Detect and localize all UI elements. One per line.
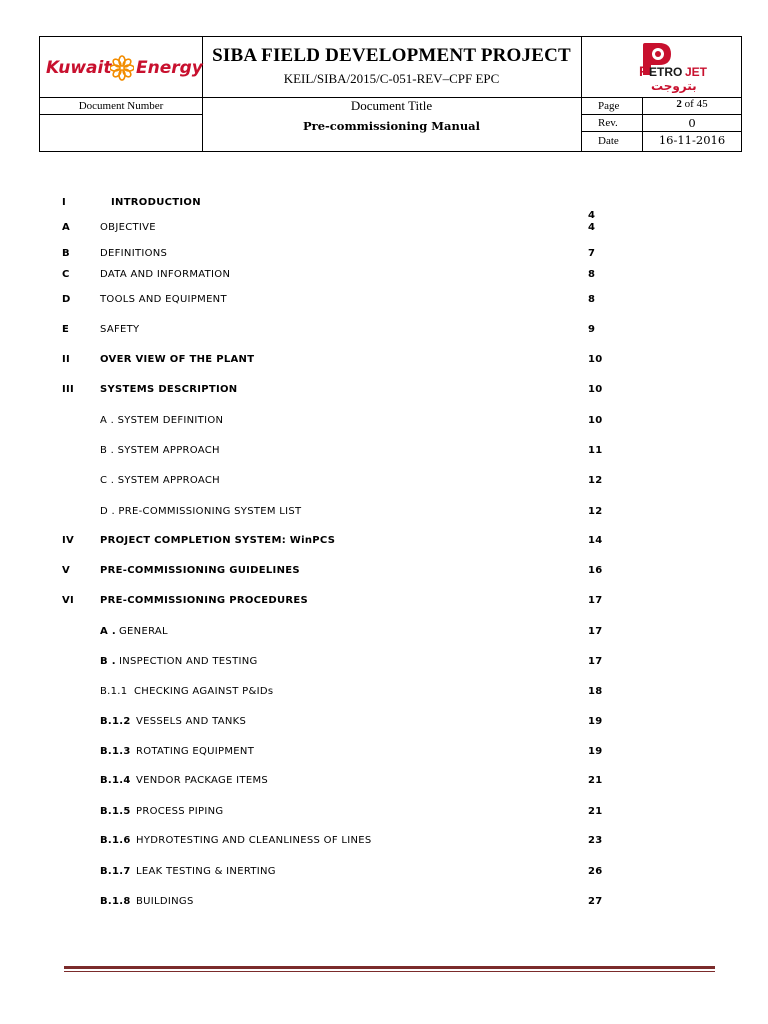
toc-page: 10 (588, 354, 603, 365)
toc-title: DEFINITIONS (100, 248, 168, 259)
toc-title: B . SYSTEM APPROACH (100, 445, 220, 456)
toc-row (0, 595, 768, 609)
toc-page: 4 (588, 210, 596, 221)
toc-row (0, 896, 768, 910)
toc-page: 12 (588, 506, 603, 517)
footer-rule (64, 966, 715, 969)
toc-title: DATA AND INFORMATION (100, 269, 231, 280)
date-value: 16-11-2016 (658, 133, 726, 147)
toc-number: V (62, 565, 71, 576)
toc-row (0, 686, 768, 700)
toc-number: IV (62, 535, 75, 546)
toc-prefix: B.1.4 (100, 775, 131, 786)
toc-row (0, 197, 768, 221)
toc-page: 21 (588, 775, 603, 786)
toc-number: C (62, 269, 70, 280)
toc-title: INSPECTION AND TESTING (119, 656, 258, 667)
toc-page: 12 (588, 475, 603, 486)
toc-row (0, 656, 768, 670)
toc-row (0, 626, 768, 640)
toc-number: II (62, 354, 71, 365)
toc-row (0, 294, 768, 308)
toc-page: 18 (588, 686, 603, 697)
toc-row (0, 445, 768, 459)
toc-page: 16 (588, 565, 603, 576)
date-label: Date (598, 135, 619, 147)
toc-page: 21 (588, 806, 603, 817)
toc-page: 9 (588, 324, 596, 335)
toc-title: ROTATING EQUIPMENT (136, 746, 255, 757)
toc-number: D (62, 294, 71, 305)
toc-row (0, 806, 768, 820)
petrojet-text-jet: JET (685, 65, 708, 79)
toc-row (0, 565, 768, 579)
toc-page: 4 (588, 222, 596, 233)
document-number-label: Document Number (78, 100, 164, 112)
toc-page: 27 (588, 896, 603, 907)
toc-page: 10 (588, 415, 603, 426)
toc-prefix: B.1.8 (100, 896, 131, 907)
toc-row (0, 716, 768, 730)
toc-page: 14 (588, 535, 603, 546)
toc-title: PRE-COMMISSIONING PROCEDURES (100, 595, 309, 606)
toc-row (0, 415, 768, 429)
toc-title: BUILDINGS (136, 896, 194, 907)
toc-page: 17 (588, 626, 603, 637)
toc-row (0, 248, 768, 262)
toc-row (0, 775, 768, 789)
rev-label: Rev. (598, 117, 618, 129)
toc-row (0, 506, 768, 520)
toc-number: III (62, 384, 75, 395)
toc-page: 23 (588, 835, 603, 846)
toc-row (0, 269, 768, 283)
toc-row (0, 384, 768, 398)
toc-row (0, 835, 768, 849)
toc-page: 8 (588, 269, 596, 280)
petrojet-text-etro: ETRO (649, 65, 683, 79)
toc-title: PRE-COMMISSIONING GUIDELINES (100, 565, 300, 576)
toc-title: OVER VIEW OF THE PLANT (100, 354, 255, 365)
toc-prefix: B.1.2 (100, 716, 131, 727)
toc-page: 17 (588, 595, 603, 606)
toc-number: E (62, 324, 70, 335)
page-current: 2 (676, 98, 682, 110)
toc-number: VI (62, 595, 75, 606)
toc-page: 19 (588, 716, 603, 727)
toc-row (0, 746, 768, 760)
toc-title: SAFETY (100, 324, 140, 335)
logo-text-energy: Energy (136, 58, 203, 78)
toc-prefix: B.1.6 (100, 835, 131, 846)
toc-number: I (62, 197, 67, 208)
toc-prefix: B . (100, 656, 116, 667)
toc-title: SYSTEMS DESCRIPTION (100, 384, 238, 395)
toc-title: PROJECT COMPLETION SYSTEM: WinPCS (100, 535, 336, 546)
toc-number: B (62, 248, 70, 259)
toc-row (0, 475, 768, 489)
toc-title: OBJECTIVE (100, 222, 156, 233)
toc-page: 8 (588, 294, 596, 305)
toc-prefix: A . (100, 626, 116, 637)
toc-row (0, 222, 768, 236)
petrojet-text-p: P (639, 63, 649, 79)
rev-value: 0 (688, 116, 696, 130)
toc-prefix: B.1.3 (100, 746, 131, 757)
project-code: KEIL/SIBA/2015/C-051-REV–CPF EPC (283, 71, 500, 86)
petrojet-arabic-text: بتروجت (651, 79, 697, 93)
toc-row (0, 866, 768, 880)
toc-title: TOOLS AND EQUIPMENT (100, 294, 227, 305)
toc-row (0, 535, 768, 549)
toc-title: VENDOR PACKAGE ITEMS (136, 775, 269, 786)
toc-page: 7 (588, 248, 596, 259)
toc-title: C . SYSTEM APPROACH (100, 475, 220, 486)
toc-page: 17 (588, 656, 603, 667)
toc-prefix: B.1.1 (100, 686, 128, 697)
toc-page: 11 (588, 445, 603, 456)
page-label: Page (598, 100, 620, 112)
document-title: Pre-commissioning Manual (302, 119, 481, 133)
toc-row (0, 354, 768, 368)
project-title: SIBA FIELD DEVELOPMENT PROJECT (212, 45, 571, 66)
toc-row (0, 324, 768, 338)
toc-page: 19 (588, 746, 603, 757)
toc-prefix: B.1.7 (100, 866, 131, 877)
toc-title: VESSELS AND TANKS (136, 716, 247, 727)
logo-text-kuwait: Kuwait (46, 58, 112, 78)
toc-page: 26 (588, 866, 603, 877)
toc-title: HYDROTESTING AND CLEANLINESS OF LINES (136, 835, 372, 846)
toc-title: A . SYSTEM DEFINITION (100, 415, 224, 426)
toc-title: PROCESS PIPING (136, 806, 224, 817)
toc-title: INTRODUCTION (111, 197, 201, 208)
toc-title: LEAK TESTING & INERTING (136, 866, 276, 877)
toc-number: A (62, 222, 71, 233)
toc-title: CHECKING AGAINST P&IDs (134, 686, 274, 697)
toc-title: GENERAL (119, 626, 168, 637)
document-title-label: Document Title (350, 98, 433, 113)
toc-page: 10 (588, 384, 603, 395)
toc-title: D . PRE-COMMISSIONING SYSTEM LIST (100, 506, 302, 517)
page-of: of 45 (684, 98, 708, 110)
toc-prefix: B.1.5 (100, 806, 131, 817)
footer-rule (64, 971, 715, 972)
